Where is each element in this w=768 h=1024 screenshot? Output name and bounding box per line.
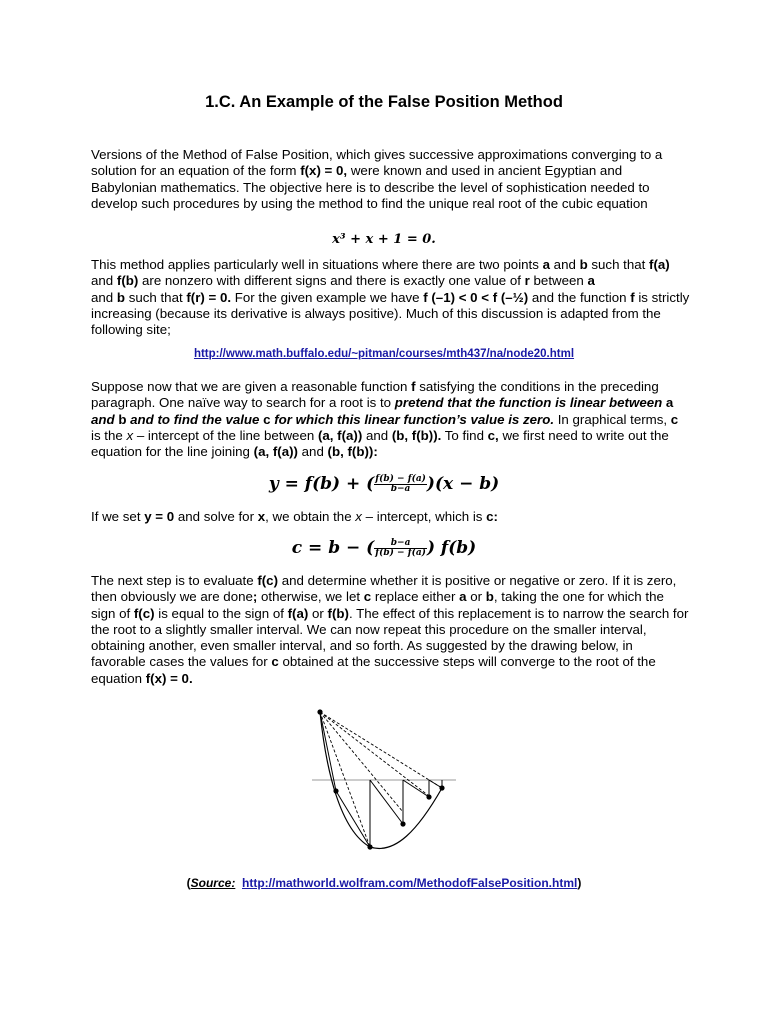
set-y-paragraph <box>91 509 691 525</box>
var-f: f <box>630 289 635 305</box>
next-text: and determine whether it is positive or negative or zero. If it is zero, then obviously we are done <box>91 573 677 605</box>
var-c: c, <box>487 427 499 443</box>
sup-text: To find <box>441 427 488 443</box>
var-c: c <box>670 411 679 427</box>
var-c: c <box>263 411 271 427</box>
equation-inline: f(x) = 0. <box>145 670 193 686</box>
next-text: , taking the one for which the sign of <box>91 589 664 621</box>
cond-text: For the given example we have <box>231 289 424 305</box>
next-text: The next step is to evaluate <box>91 573 258 588</box>
cond-text: such that <box>587 257 650 272</box>
eq-part: y = f(b) + ( <box>268 474 375 494</box>
iteration-points <box>317 709 444 849</box>
cond-text: This method applies particularly well in situations where there are two points <box>91 257 543 272</box>
point <box>439 785 444 790</box>
sety-text: If we set <box>91 509 145 524</box>
var-c: c <box>271 654 279 670</box>
var-f: f <box>411 379 416 394</box>
fa-label: f(a) <box>287 605 309 621</box>
next-text: , obtaining another, even smaller interval <box>91 621 647 654</box>
iteration-segment <box>370 780 403 824</box>
fa-label: f(a) <box>649 257 670 272</box>
fraction-numerator: f(b) − f(a) <box>375 474 426 484</box>
var-a: a <box>587 273 595 289</box>
source-label: Source: <box>190 876 236 890</box>
point <box>400 821 405 826</box>
secant-line <box>320 712 370 847</box>
var-x: x <box>355 509 362 524</box>
var-b: b <box>579 257 588 272</box>
var-a: a <box>459 589 467 605</box>
var-b: b <box>485 589 494 605</box>
sup-text: and <box>362 427 392 443</box>
y-zero: y = 0 <box>144 509 175 524</box>
next-step-paragraph <box>91 573 691 687</box>
fc-label: f(c) <box>257 573 278 588</box>
next-text: ; <box>252 589 258 605</box>
sup-text: we first need to write out the equation for the line joining <box>91 427 669 460</box>
fraction-numerator: b−a <box>374 539 427 549</box>
secant-lines <box>320 712 442 847</box>
sup-text: In graphical terms, <box>554 411 671 427</box>
page-title: 1.C. An Example of the False Position Method <box>205 93 563 111</box>
next-text: or <box>308 605 328 621</box>
var-b: b <box>116 289 126 305</box>
intro-paragraph <box>91 147 691 212</box>
point-a: (a, f(a)) <box>317 427 363 443</box>
var-c: c <box>363 589 372 605</box>
secant-line <box>320 712 442 788</box>
cond-text: such that <box>125 289 187 305</box>
fraction <box>374 475 427 494</box>
var-a: a <box>665 395 674 411</box>
sup-text: is the <box>91 427 127 443</box>
intro-text: Versions of the Method of False Position <box>91 147 329 162</box>
fc-label: f(c) <box>133 605 155 621</box>
cond-text: between <box>529 273 588 289</box>
secant-line <box>320 712 429 796</box>
var-x: x <box>126 427 134 443</box>
cond-text: are nonzero with different signs and there is exactly one value of <box>138 273 525 289</box>
next-text: , in favorable cases the values for <box>91 638 633 670</box>
next-text: is equal to the sign of <box>154 605 288 621</box>
emphasis-text: pretend that the function is linear between <box>394 395 666 411</box>
source-citation <box>0 876 768 890</box>
var-b: b <box>118 411 127 427</box>
iteration-segment <box>320 712 336 791</box>
sup-text: and <box>297 444 328 460</box>
buffalo-link-line <box>0 348 768 360</box>
cond-text: . Much of this discussion is adapted from the following site; <box>91 305 661 338</box>
fr-label: f(r) = 0. <box>186 289 232 305</box>
fb-label: f(b) <box>116 273 139 289</box>
sety-text: – intercept, which is <box>361 509 487 524</box>
next-text: otherwise, we let <box>257 589 364 605</box>
secant-line <box>320 712 403 812</box>
point <box>317 709 322 714</box>
var-a: a <box>542 257 550 272</box>
next-text: obtained at the successive steps will converge to the root of the equation <box>91 654 656 686</box>
cond-text: and <box>91 289 117 305</box>
fraction-denominator: b−a <box>390 484 411 494</box>
sup-text: Suppose now that we are given a reasonable function <box>91 379 412 394</box>
sety-text: , we obtain the <box>265 509 356 524</box>
fraction-denominator: f(b) − f(a) <box>375 548 426 558</box>
line-equation <box>0 474 768 494</box>
conditions-paragraph <box>91 257 691 338</box>
eq-part: ) f(b) <box>426 538 477 558</box>
iteration-segment <box>403 780 429 797</box>
c-equation <box>0 538 768 558</box>
emphasis-text: for which this linear function’s value is zero. <box>270 411 555 427</box>
point <box>426 794 431 799</box>
iteration-lines <box>320 712 442 847</box>
iteration-segment <box>336 791 370 847</box>
next-text: . The effect of this replacement is to narrow the search for the root to a slightly smaller interval. We can now repeat this procedure on the smaller interval <box>91 605 689 637</box>
paren: ) <box>577 876 582 890</box>
point <box>333 788 338 793</box>
paren: ( <box>186 876 191 890</box>
inequality: f (–1) < 0 < f (–½) <box>423 289 529 305</box>
emphasis-text: and <box>91 411 119 427</box>
sup-text: – intercept of the line between <box>133 427 318 443</box>
fb-label: f(b) <box>327 605 349 621</box>
next-text: or <box>466 589 486 605</box>
sup-text: satisfying the conditions in the preceding paragraph. One naïve way to search for a root is to <box>91 379 659 411</box>
point <box>367 844 372 849</box>
next-text: replace either <box>371 589 460 605</box>
point-b: (b, f(b)). <box>391 427 442 443</box>
var-r: r <box>524 273 530 289</box>
suppose-paragraph <box>91 379 691 460</box>
cond-text: and <box>91 273 117 289</box>
intro-text: , which gives successive approximations converging to a solution for an equation of the form <box>91 147 663 179</box>
false-position-diagram <box>300 700 470 860</box>
fraction <box>374 539 427 558</box>
cond-text: and the function <box>528 289 631 305</box>
intro-text: . The objective here is to describe the level of sophistication needed to develop such procedures by using the method to find the unique real root of the cubic equation <box>91 179 650 211</box>
eq-part: )(x − b) <box>426 474 500 494</box>
next-text: , and so forth. As suggested by the drawing below <box>322 638 616 654</box>
sety-text: and solve for <box>174 509 258 524</box>
cubic-equation: x³ + x + 1 = 0. <box>332 232 436 247</box>
var-x: x <box>257 509 266 524</box>
equation-inline: f(x) = 0, <box>300 163 348 179</box>
cond-text: and <box>549 257 580 272</box>
buffalo-link[interactable]: http://www.math.buffalo.edu/~pitman/courses/mth437/na/node20.html <box>193 348 575 360</box>
cond-text: is strictly increasing (because its derivative is always positive) <box>91 289 690 321</box>
point-a: (a, f(a)) <box>253 444 298 460</box>
eq-part: c = b − ( <box>291 538 375 558</box>
intro-text: were known and used in ancient Egyptian and Babylonian mathematics <box>91 163 623 195</box>
emphasis-text: and to find the value <box>126 411 264 427</box>
var-c: c: <box>486 509 498 524</box>
mathworld-link[interactable]: http://mathworld.wolfram.com/MethodofFalsePosition.html <box>242 876 578 890</box>
point-b: (b, f(b)): <box>327 444 378 460</box>
